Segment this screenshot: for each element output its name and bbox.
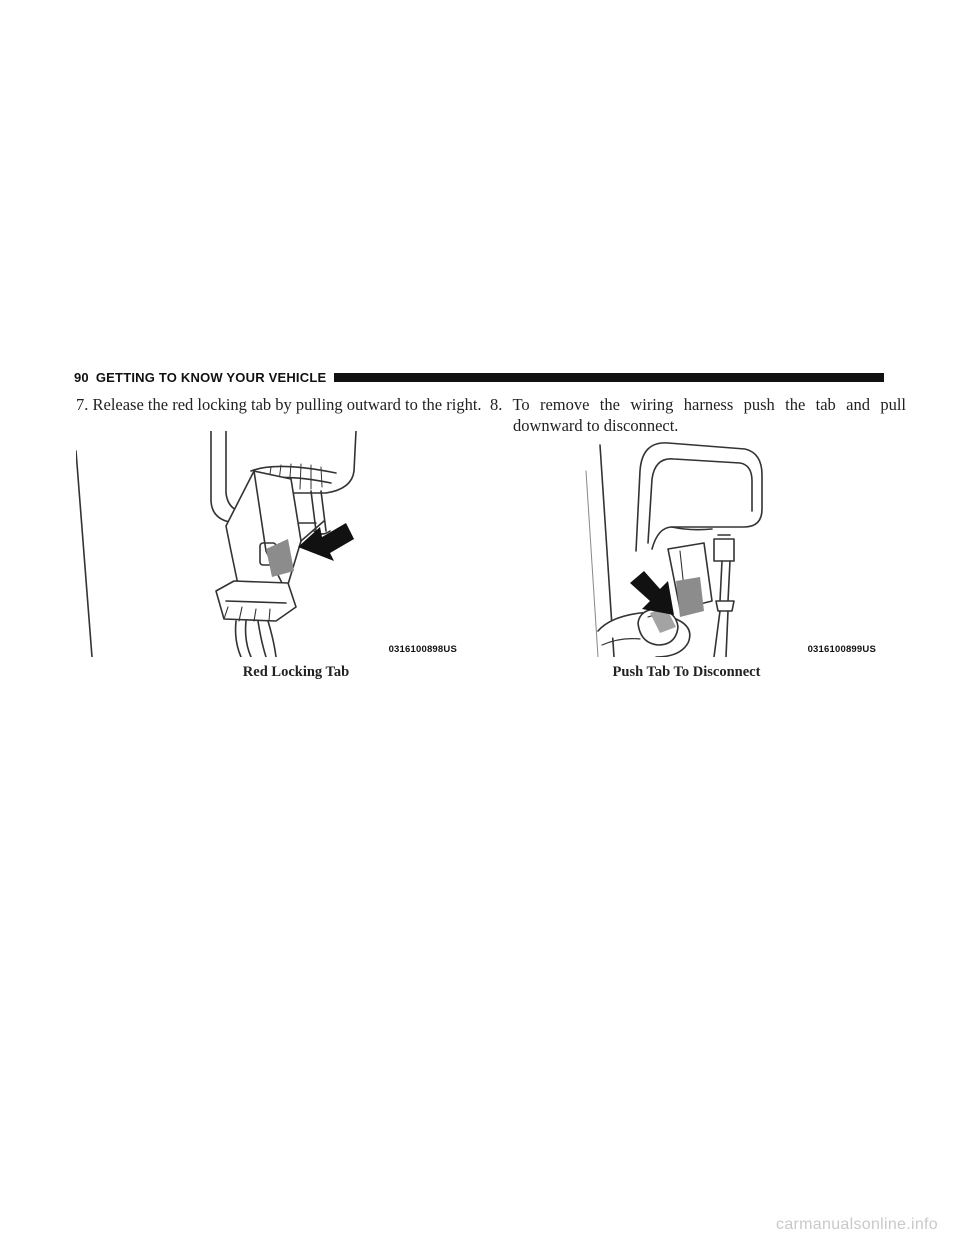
watermark-text: carmanualsonline.info [776, 1216, 938, 1233]
page-header [74, 367, 884, 387]
figure-push-tab-to-disconnect [490, 431, 883, 657]
step-8 [490, 394, 906, 436]
figure-code: 0316100898US [388, 644, 457, 655]
figure-caption: Push Tab To Disconnect [612, 664, 761, 680]
harness-connector-illustration [76, 431, 464, 657]
section-title: GETTING TO KNOW YOUR VEHICLE [95, 369, 327, 385]
step-number: 7. [76, 395, 93, 414]
step-7 [76, 394, 485, 415]
figure-code: 0316100899US [807, 644, 876, 655]
step-text: Release the red locking tab by pulling outward to the right. [92, 395, 482, 414]
page-number: 90 [74, 369, 89, 385]
header-rule [334, 373, 884, 382]
arrow-down-right-icon [630, 571, 674, 615]
finger-push-tab-illustration [490, 431, 883, 657]
figure-caption: Red Locking Tab [242, 664, 350, 680]
step-number: 8. [490, 395, 513, 414]
step-text: To remove the wiring harness push the tab and pull downward to disconnect. [512, 395, 906, 435]
figure-red-locking-tab [76, 431, 464, 657]
